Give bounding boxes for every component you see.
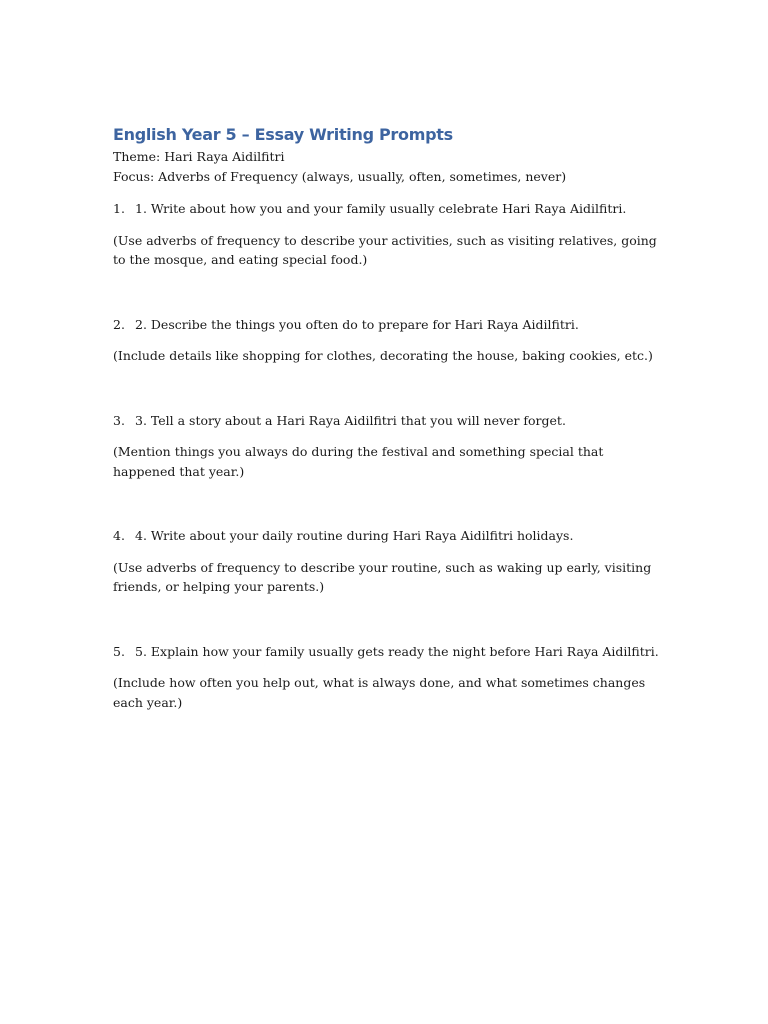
- prompt-text: 3. Tell a story about a Hari Raya Aidilfitri that you will never forget.: [135, 412, 566, 428]
- prompt-line: [113, 411, 673, 431]
- document-title: English Year 5 – Essay Writing Prompts: [113, 125, 453, 144]
- prompt-note: (Use adverbs of frequency to describe your activities, such as visiting relatives, going to the mosque, and eating special food.): [113, 232, 657, 267]
- prompt-item-1: [113, 199, 673, 270]
- prompt-line: [113, 199, 673, 219]
- prompt-number: 5.: [113, 643, 125, 659]
- prompt-line: [113, 315, 673, 335]
- prompt-item-3: [113, 411, 673, 482]
- prompt-item-4: [113, 526, 673, 597]
- prompt-note: (Include how often you help out, what is always done, and what sometimes changes each year.): [113, 675, 646, 710]
- prompt-note: (Use adverbs of frequency to describe your routine, such as waking up early, visiting friends, or helping your parents.): [113, 559, 652, 594]
- focus-line: Focus: Adverbs of Frequency (always, usually, often, sometimes, never): [113, 168, 567, 184]
- prompt-note: (Include details like shopping for clothes, decorating the house, baking cookies, etc.): [113, 348, 653, 363]
- prompt-number: 4.: [113, 528, 125, 543]
- prompt-text: 2. Describe the things you often do to prepare for Hari Raya Aidilfitri.: [135, 316, 579, 332]
- document-page: [113, 124, 673, 712]
- prompt-number: 2.: [113, 316, 125, 332]
- prompt-list: [113, 199, 673, 712]
- prompt-text: 5. Explain how your family usually gets ready the night before Hari Raya Aidilfitri.: [135, 643, 659, 659]
- prompt-note: (Mention things you always do during the festival and something special that happened that year.): [113, 444, 604, 479]
- prompt-line: [113, 526, 673, 546]
- prompt-item-5: [113, 642, 673, 713]
- prompt-text: 4. Write about your daily routine during Hari Raya Aidilfitri holidays.: [135, 528, 574, 543]
- theme-line: Theme: Hari Raya Aidilfitri: [113, 149, 285, 164]
- prompt-number: 1.: [113, 201, 125, 216]
- prompt-line: [113, 642, 673, 662]
- prompt-number: 3.: [113, 412, 125, 428]
- prompt-item-2: [113, 315, 673, 366]
- prompt-text: 1. Write about how you and your family usually celebrate Hari Raya Aidilfitri.: [135, 201, 627, 216]
